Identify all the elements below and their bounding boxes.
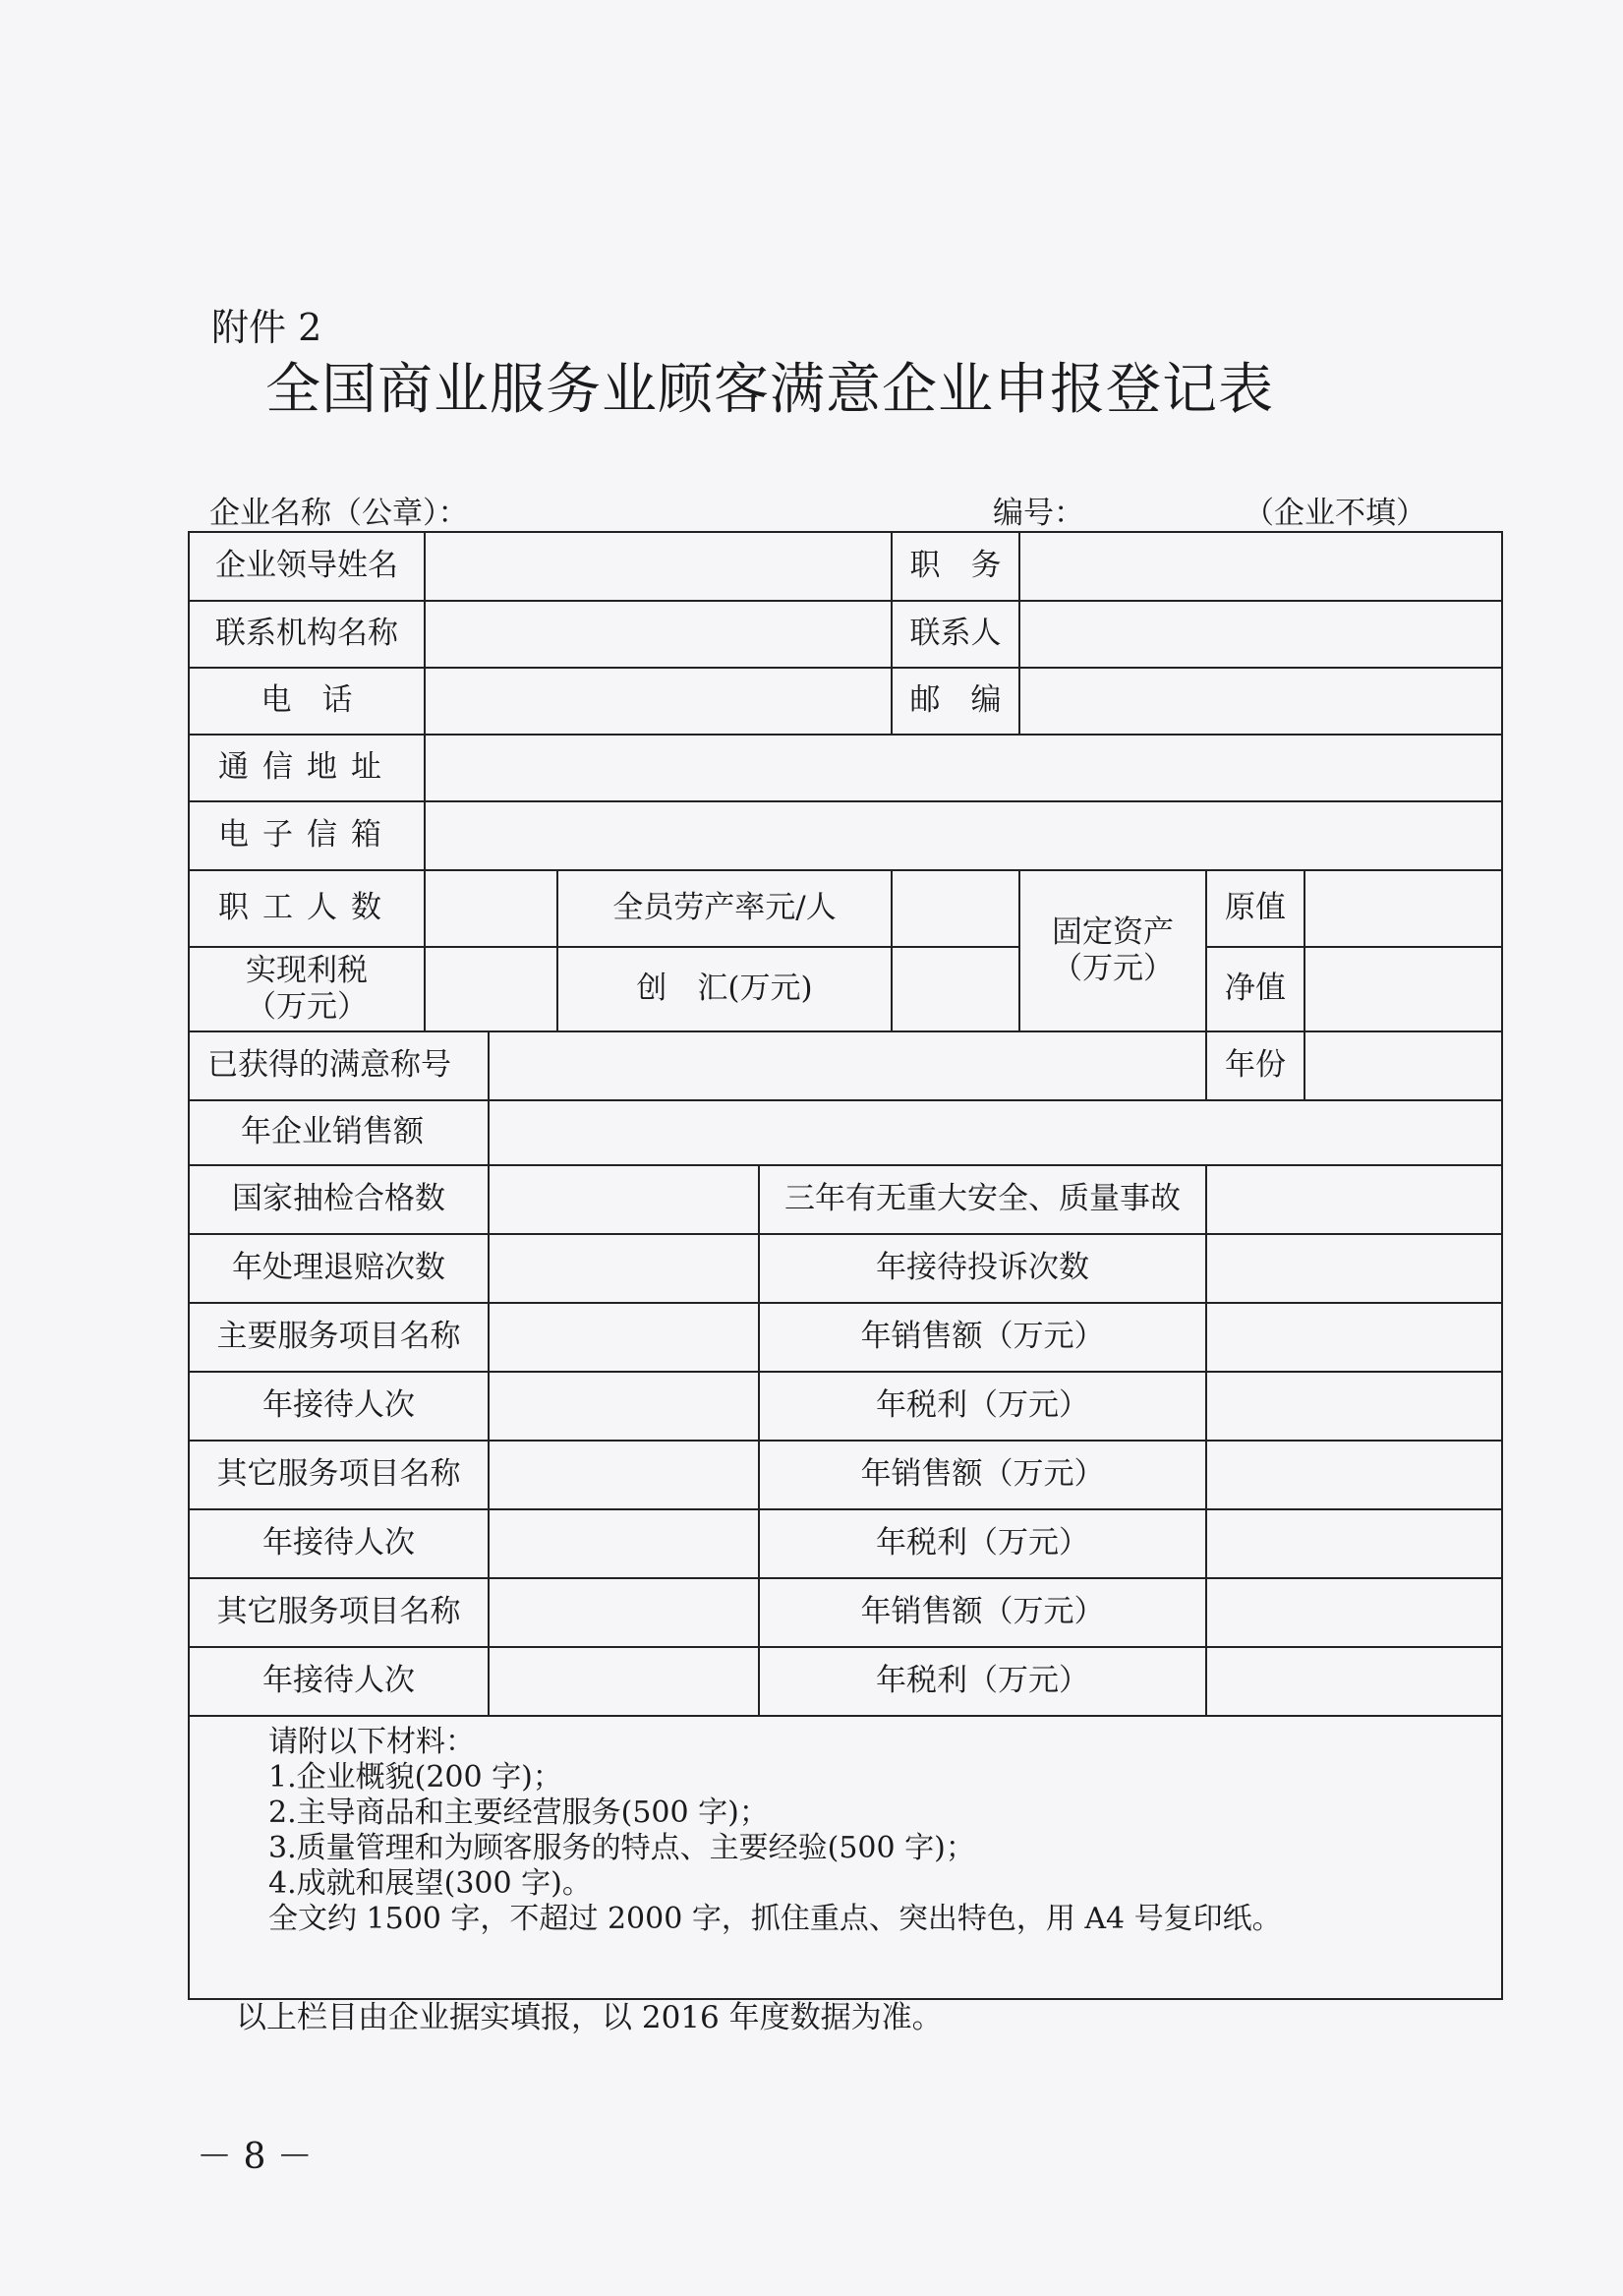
year-label: 年份 [1206, 1031, 1304, 1100]
other-service-2-visitors-label: 年接待人次 [189, 1647, 489, 1716]
company-name-label: 企业名称（公章）： [209, 496, 469, 531]
other-service-1-visitors-label: 年接待人次 [189, 1509, 489, 1578]
postcode-label: 邮 编 [892, 668, 1019, 735]
table-row [189, 1165, 1502, 1234]
table-row [189, 1372, 1502, 1441]
other-service-1-field[interactable] [489, 1441, 759, 1509]
table-row [189, 1716, 1502, 1999]
table-row [189, 801, 1502, 870]
contact-org-label: 联系机构名称 [189, 601, 425, 668]
leader-name-field[interactable] [425, 532, 892, 601]
email-label: 电子信箱 [189, 801, 425, 870]
table-row [189, 870, 1502, 947]
number-note: （企业不填） [1244, 496, 1426, 531]
phone-label: 电 话 [189, 668, 425, 735]
table-row [189, 1234, 1502, 1303]
other-service-2-tax-label: 年税利（万元） [759, 1647, 1206, 1716]
other-service-2-field[interactable] [489, 1578, 759, 1647]
table-row [189, 1100, 1502, 1165]
profit-tax-field[interactable] [425, 947, 557, 1031]
page-number: － 8 － [197, 2137, 313, 2177]
other-service-2-visitors-field[interactable] [489, 1647, 759, 1716]
main-service-label: 主要服务项目名称 [189, 1303, 489, 1372]
forex-label: 创 汇(万元) [557, 947, 892, 1031]
table-row [189, 1303, 1502, 1372]
notes-item: 2.主导商品和主要经营服务(500 字)； [268, 1796, 769, 1830]
complaint-count-label: 年接待投诉次数 [759, 1234, 1206, 1303]
notes-item: 3.质量管理和为顾客服务的特点、主要经验(500 字)； [268, 1831, 975, 1865]
table-row [189, 1578, 1502, 1647]
contact-person-field[interactable] [1019, 601, 1502, 668]
refund-count-field[interactable] [489, 1234, 759, 1303]
profit-tax-label: 实现利税（万元） [189, 947, 425, 1031]
table-row [189, 601, 1502, 668]
titles-obtained-field[interactable] [489, 1031, 1206, 1100]
leader-name-label: 企业领导姓名 [189, 532, 425, 601]
notes-summary: 全文约 1500 字，不超过 2000 字，抓住重点、突出特色，用 A4 号复印纸。 [268, 1902, 1282, 1936]
fixed-assets-label: 固定资产（万元） [1019, 870, 1206, 1031]
labor-productivity-label: 全员劳产率元/人 [557, 870, 892, 947]
table-row [189, 668, 1502, 735]
other-service-1-visitors-field[interactable] [489, 1509, 759, 1578]
notes-item: 4.成就和展望(300 字)。 [268, 1866, 592, 1901]
notes-item: 1.企业概貌(200 字)； [268, 1760, 562, 1795]
attachment-notes [189, 1716, 1502, 1999]
table-row [189, 1441, 1502, 1509]
table-row [189, 947, 1502, 1031]
table-row [189, 1031, 1502, 1100]
titles-obtained-label: 已获得的满意称号 [189, 1031, 489, 1100]
number-label: 编号： [993, 496, 1084, 531]
main-service-tax-field[interactable] [1206, 1372, 1502, 1441]
table-row [189, 1509, 1502, 1578]
other-service-1-label: 其它服务项目名称 [189, 1441, 489, 1509]
postcode-field[interactable] [1019, 668, 1502, 735]
contact-person-label: 联系人 [892, 601, 1019, 668]
position-label: 职 务 [892, 532, 1019, 601]
year-field[interactable] [1304, 1031, 1502, 1100]
main-service-visitors-field[interactable] [489, 1372, 759, 1441]
other-service-1-tax-label: 年税利（万元） [759, 1509, 1206, 1578]
other-service-2-label: 其它服务项目名称 [189, 1578, 489, 1647]
table-row [189, 532, 1502, 601]
net-value-label: 净值 [1206, 947, 1304, 1031]
accidents-label: 三年有无重大安全、质量事故 [759, 1165, 1206, 1234]
main-service-sales-field[interactable] [1206, 1303, 1502, 1372]
inspection-pass-field[interactable] [489, 1165, 759, 1234]
email-field[interactable] [425, 801, 1502, 870]
other-service-1-tax-field[interactable] [1206, 1509, 1502, 1578]
annual-sales-label: 年企业销售额 [189, 1100, 489, 1165]
main-service-field[interactable] [489, 1303, 759, 1372]
staff-count-field[interactable] [425, 870, 557, 947]
address-field[interactable] [425, 735, 1502, 801]
attachment-label: 附件 2 [211, 306, 322, 349]
notes-intro: 请附以下材料： [268, 1725, 475, 1759]
other-service-1-sales-label: 年销售额（万元） [759, 1441, 1206, 1509]
phone-field[interactable] [425, 668, 892, 735]
address-label: 通信地址 [189, 735, 425, 801]
contact-org-field[interactable] [425, 601, 892, 668]
position-field[interactable] [1019, 532, 1502, 601]
complaint-count-field[interactable] [1206, 1234, 1502, 1303]
other-service-2-sales-label: 年销售额（万元） [759, 1578, 1206, 1647]
accidents-field[interactable] [1206, 1165, 1502, 1234]
table-row [189, 1647, 1502, 1716]
footer-note: 以上栏目由企业据实填报，以 2016 年度数据为准。 [236, 2000, 943, 2035]
registration-form-table [188, 531, 1503, 2000]
labor-productivity-field[interactable] [892, 870, 1019, 947]
page-title: 全国商业服务业顾客满意企业申报登记表 [265, 358, 1274, 422]
other-service-2-sales-field[interactable] [1206, 1578, 1502, 1647]
original-value-label: 原值 [1206, 870, 1304, 947]
main-service-visitors-label: 年接待人次 [189, 1372, 489, 1441]
main-service-tax-label: 年税利（万元） [759, 1372, 1206, 1441]
forex-field[interactable] [892, 947, 1019, 1031]
net-value-field[interactable] [1304, 947, 1502, 1031]
original-value-field[interactable] [1304, 870, 1502, 947]
annual-sales-field[interactable] [489, 1100, 1502, 1165]
main-service-sales-label: 年销售额（万元） [759, 1303, 1206, 1372]
staff-count-label: 职工人数 [189, 870, 425, 947]
inspection-pass-label: 国家抽检合格数 [189, 1165, 489, 1234]
other-service-1-sales-field[interactable] [1206, 1441, 1502, 1509]
refund-count-label: 年处理退赔次数 [189, 1234, 489, 1303]
other-service-2-tax-field[interactable] [1206, 1647, 1502, 1716]
table-row [189, 735, 1502, 801]
